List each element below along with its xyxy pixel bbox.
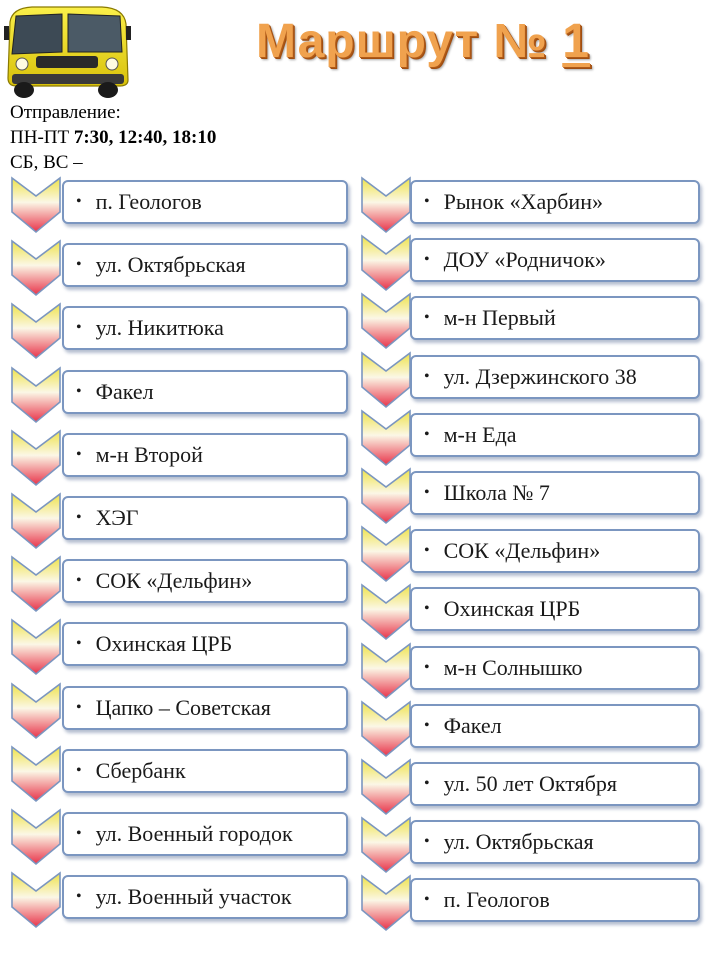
bullet: •	[76, 445, 82, 463]
stop-box	[410, 762, 700, 806]
chevron-arrow-icon	[10, 364, 62, 424]
bullet: •	[424, 775, 430, 792]
chevron-arrow-icon	[10, 237, 62, 297]
stop-box	[62, 559, 348, 603]
chevron-arrow-icon	[10, 174, 62, 234]
chevron-arrow-icon	[10, 616, 62, 676]
route-number: 1	[562, 15, 590, 68]
stop-box	[410, 413, 700, 457]
stop-box	[410, 296, 700, 340]
stop-name: ул. Октябрьская	[443, 829, 594, 855]
chevron-arrow-icon	[360, 698, 412, 758]
bullet: •	[76, 193, 82, 210]
stop-box	[62, 686, 348, 730]
bullet: •	[424, 309, 430, 327]
bullet: •	[424, 425, 430, 443]
stop-box	[410, 238, 700, 282]
chevron-arrow-icon	[360, 814, 412, 874]
weekdays-times: 7:30, 12:40, 18:10	[73, 127, 217, 148]
departure-label: Отправление:	[10, 102, 121, 123]
bullet: •	[424, 542, 430, 560]
stop-name: ул. 50 лет Октября	[443, 771, 618, 796]
bullet: •	[424, 716, 430, 734]
stop-name: м-н Второй	[95, 441, 203, 467]
stop-name: м-н Еда	[443, 421, 517, 447]
stop-name: ул. Октябрьская	[95, 252, 246, 278]
chevron-arrow-icon	[360, 232, 412, 292]
chevron-arrow-icon	[360, 174, 412, 234]
bullet: •	[76, 509, 82, 526]
stop-name: Факел	[443, 712, 502, 738]
stop-name: ДОУ «Родничок»	[443, 247, 606, 273]
stop-box	[410, 646, 700, 690]
stop-name: Сбербанк	[95, 757, 186, 783]
stop-box	[62, 370, 348, 414]
weekdays-line	[10, 125, 216, 150]
stop-name: Охинская ЦРБ	[95, 631, 233, 657]
stop-box	[62, 812, 348, 856]
stop-name: Охинская ЦРБ	[443, 596, 581, 622]
stop-box	[410, 878, 700, 922]
stop-name: Факел	[95, 378, 154, 404]
bullet: •	[424, 600, 430, 618]
chevron-arrow-icon	[10, 743, 62, 803]
page-title	[256, 14, 676, 84]
chevron-arrow-icon	[10, 806, 62, 866]
chevron-arrow-icon	[360, 290, 412, 350]
chevron-arrow-icon	[10, 427, 62, 487]
bullet: •	[76, 888, 82, 906]
bullet: •	[76, 572, 82, 590]
chevron-arrow-icon	[10, 490, 62, 550]
stop-name: ул. Военный участок	[95, 884, 292, 910]
stop-name: м-н Первый	[443, 305, 556, 331]
bullet: •	[76, 825, 82, 842]
stop-box	[62, 433, 348, 477]
stop-name: СОК «Дельфин»	[443, 538, 601, 564]
bus-image	[2, 2, 132, 100]
stop-box	[62, 180, 348, 224]
chevron-arrow-icon	[360, 756, 412, 816]
weekend-line: СБ, ВС –	[10, 152, 83, 173]
stop-name: ул. Дзержинского 38	[443, 363, 637, 389]
chevron-arrow-icon	[360, 640, 412, 700]
stop-box	[62, 243, 348, 287]
stop-box	[62, 749, 348, 793]
stop-name: ХЭГ	[95, 505, 139, 530]
chevron-arrow-icon	[360, 407, 412, 467]
stop-name: п. Геологов	[443, 887, 550, 913]
stop-box	[410, 529, 700, 573]
stop-box	[410, 704, 700, 748]
chevron-arrow-icon	[360, 872, 412, 932]
stop-box	[410, 180, 700, 224]
bullet: •	[424, 484, 430, 501]
chevron-arrow-icon	[10, 553, 62, 613]
stop-name: Цапко – Советская	[95, 694, 271, 720]
chevron-arrow-icon	[10, 869, 62, 929]
stop-name: Рынок «Харбин»	[443, 189, 603, 214]
chevron-arrow-icon	[360, 349, 412, 409]
stop-box	[62, 306, 348, 350]
stop-name: м-н Солнышко	[443, 654, 583, 680]
weekdays-label: ПН-ПТ	[10, 127, 70, 148]
stop-name: ул. Никитюка	[95, 315, 224, 341]
bullet: •	[424, 658, 430, 676]
title-prefix: Маршрут №	[256, 15, 563, 68]
stop-box	[62, 875, 348, 919]
bullet: •	[76, 635, 82, 653]
chevron-arrow-icon	[360, 465, 412, 525]
bullet: •	[424, 251, 430, 269]
bullet: •	[424, 367, 430, 385]
stop-name: п. Геологов	[95, 189, 202, 214]
bullet: •	[424, 193, 430, 210]
departure-info	[10, 100, 216, 175]
stop-box	[410, 355, 700, 399]
stop-box	[62, 622, 348, 666]
chevron-arrow-icon	[360, 523, 412, 583]
bullet: •	[76, 382, 82, 400]
bullet: •	[76, 256, 82, 274]
bullet: •	[76, 761, 82, 779]
stop-box	[62, 496, 348, 540]
bullet: •	[424, 833, 430, 851]
stop-name: СОК «Дельфин»	[95, 568, 253, 594]
stop-box	[410, 820, 700, 864]
bullet: •	[76, 319, 82, 337]
chevron-arrow-icon	[10, 300, 62, 360]
chevron-arrow-icon	[360, 581, 412, 641]
stop-box	[410, 471, 700, 515]
stop-name: ул. Военный городок	[95, 821, 293, 846]
bullet: •	[424, 891, 430, 909]
bullet: •	[76, 698, 82, 716]
stop-box	[410, 587, 700, 631]
chevron-arrow-icon	[10, 680, 62, 740]
stop-name: Школа № 7	[443, 480, 550, 505]
